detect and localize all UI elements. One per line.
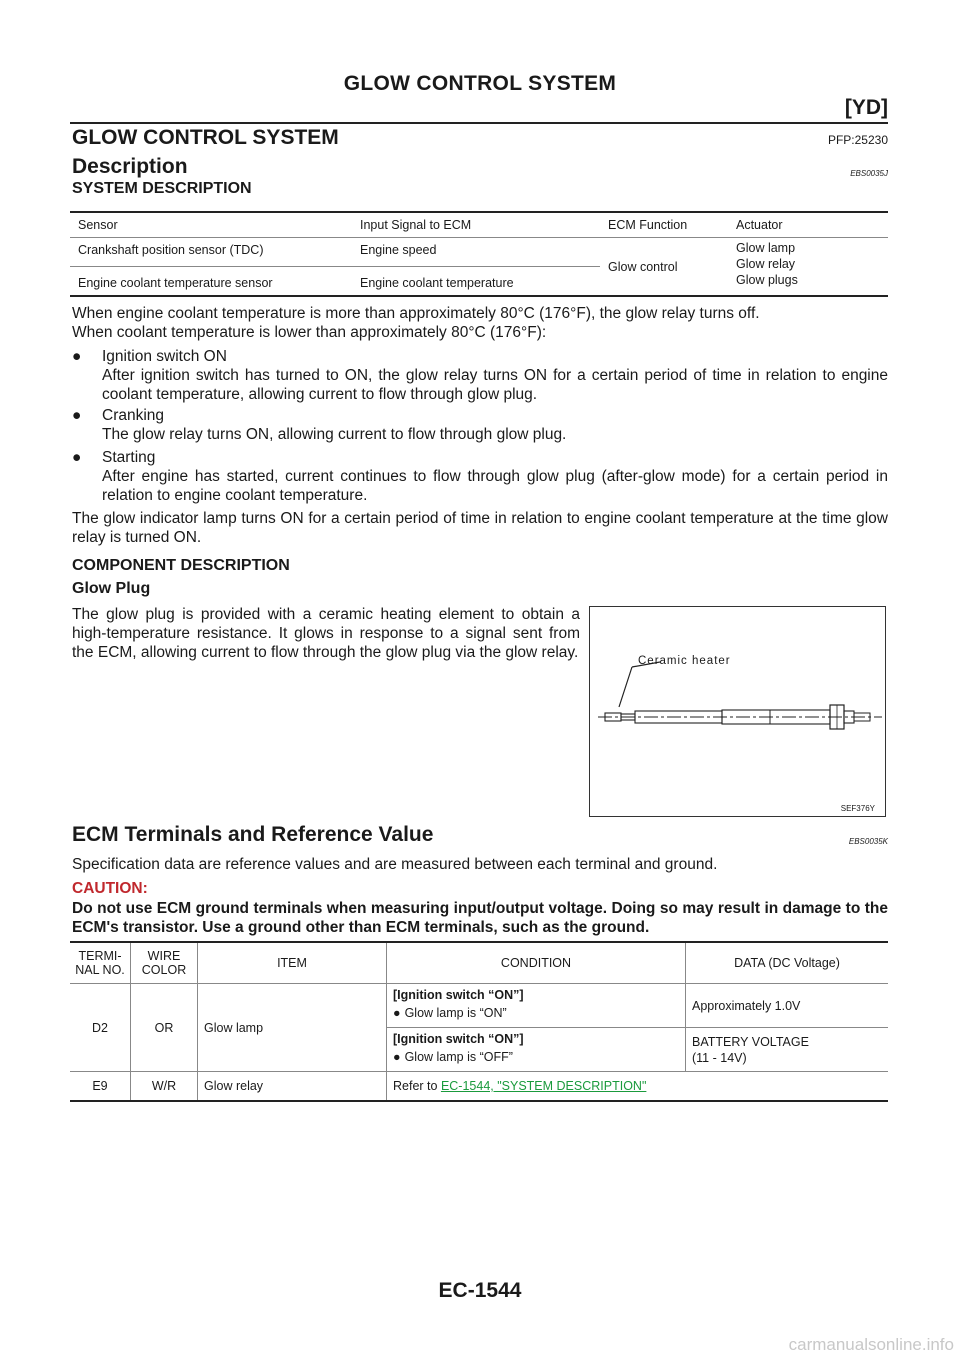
condition-cell (387, 1028, 686, 1072)
pfp-code: PFP:25230 (827, 133, 888, 147)
section-title: GLOW CONTROL SYSTEM (72, 126, 339, 149)
reference-cell (387, 1072, 889, 1102)
table-row (70, 1072, 888, 1102)
bullet-item (72, 347, 888, 407)
description-code: EBS0035J (850, 169, 888, 178)
header-rule (70, 122, 888, 124)
ceramic-heater-label: Ceramic heater (638, 655, 731, 667)
bullet-title: Cranking (102, 407, 165, 424)
item-header: ITEM (198, 942, 387, 984)
condition-title: [Ignition switch “ON”] (393, 988, 524, 1002)
page-number: EC-1544 (438, 1279, 522, 1302)
bullet-text: After engine has started, current continues to flow through glow plug (after-glow mode) for a certain period in relation to engine coolant temperature. (102, 468, 888, 504)
ecm-intro: Specification data are reference values and are measured between each terminal and ground. (72, 856, 718, 873)
engine-code: [YD] (844, 96, 888, 119)
description-title: Description (72, 155, 188, 178)
system-description-table (70, 211, 888, 297)
table-row (70, 238, 888, 267)
terminal-cell: E9 (70, 1072, 131, 1102)
watermark: carmanualsonline.info (788, 1335, 954, 1354)
wire-cell: W/R (131, 1072, 198, 1102)
actuator-item: Glow plugs (736, 273, 798, 287)
bullet-dot-icon: ● (393, 1006, 401, 1020)
system-description-link[interactable]: EC-1544, "SYSTEM DESCRIPTION" (440, 1079, 647, 1093)
bullet-dot-icon: ● (393, 1050, 401, 1064)
glow-plug-drawing (590, 607, 884, 815)
paragraph: The glow indicator lamp turns ON for a certain period of time in relation to engine coolant temperature at the time glow relay is turned ON. (72, 510, 888, 546)
data-cell: Approximately 1.0V (686, 984, 889, 1028)
condition-title: [Ignition switch “ON”] (393, 1032, 524, 1046)
sensor-cell: Crankshaft position sensor (TDC) (70, 238, 352, 267)
data-value: BATTERY VOLTAGE (692, 1034, 809, 1049)
ecm-terminal-table (70, 941, 888, 1102)
component-description-title: COMPONENT DESCRIPTION (72, 557, 290, 574)
data-header: DATA (DC Voltage) (686, 942, 889, 984)
refer-prefix: Refer to (393, 1079, 441, 1093)
sensor-cell: Engine coolant temperature sensor (78, 276, 273, 290)
ecm-terminals-title: ECM Terminals and Reference Value (72, 823, 434, 846)
signal-cell: Engine coolant temperature (360, 276, 514, 290)
table-header-row (70, 212, 888, 238)
table-row (70, 984, 888, 1028)
glow-plug-figure (589, 606, 886, 817)
condition-item (393, 1049, 679, 1065)
table-header: ECM Function (600, 212, 728, 238)
terminal-cell: D2 (70, 984, 131, 1072)
condition-text: Glow lamp is “ON” (404, 1006, 507, 1020)
bullet-dot-icon: ● (72, 407, 82, 424)
condition-item (393, 1005, 679, 1021)
table-header-row (70, 942, 888, 984)
actuator-item: Glow lamp (736, 241, 796, 255)
system-description-title: SYSTEM DESCRIPTION (72, 180, 252, 197)
caution-label: CAUTION: (72, 880, 148, 897)
bullet-text: After ignition switch has turned to ON, the glow relay turns ON for a certain period of time in relation to engine coolant temperature, allowing current to flow through glow plug. (102, 367, 888, 403)
terminal-header: TERMI-NAL NO. (70, 942, 131, 984)
actuator-item: Glow relay (736, 257, 796, 271)
paragraph: When engine coolant temperature is more than approximately 80°C (176°F), the glow relay turns off. (72, 305, 760, 322)
table-header: Sensor (70, 212, 352, 238)
wire-cell: OR (131, 984, 198, 1072)
bullet-title: Ignition switch ON (102, 348, 227, 365)
bullet-dot-icon: ● (72, 348, 82, 365)
paragraph: When coolant temperature is lower than approximately 80°C (176°F): (72, 324, 547, 341)
signal-cell: Engine speed (352, 238, 600, 267)
bullet-text: The glow relay turns ON, allowing current to flow through glow plug. (102, 426, 567, 443)
condition-cell (387, 984, 686, 1028)
running-header-title: GLOW CONTROL SYSTEM (343, 72, 617, 95)
bullet-item (72, 406, 888, 446)
glow-plug-text: The glow plug is provided with a ceramic heating element to obtain a high-temperature resistance. It glows in response to a signal sent from the ECM, allowing current to flow through the glow plug via the glow relay. (72, 606, 580, 661)
bullet-dot-icon: ● (72, 449, 82, 466)
item-cell: Glow lamp (198, 984, 387, 1072)
ecm-function-cell: Glow control (608, 259, 678, 274)
table-header: Input Signal to ECM (352, 212, 600, 238)
table-header: Actuator (728, 212, 888, 238)
actuator-cell (728, 238, 888, 297)
data-range: (11 - 14V) (692, 1050, 747, 1065)
ecm-code: EBS0035K (848, 837, 888, 846)
bullet-item (72, 448, 888, 508)
figure-code: SEF376Y (840, 804, 875, 813)
glow-plug-title: Glow Plug (72, 580, 151, 597)
condition-text: Glow lamp is “OFF” (404, 1050, 513, 1064)
item-cell: Glow relay (198, 1072, 387, 1102)
condition-header: CONDITION (387, 942, 686, 984)
data-cell (686, 1028, 889, 1072)
caution-text: Do not use ECM ground terminals when measuring input/output voltage. Doing so may result in damage to the ECM's transistor. Use a ground other than ECM terminals, such as the ground. (72, 900, 888, 936)
wire-header: WIRE COLOR (131, 942, 198, 984)
bullet-title: Starting (102, 449, 156, 466)
